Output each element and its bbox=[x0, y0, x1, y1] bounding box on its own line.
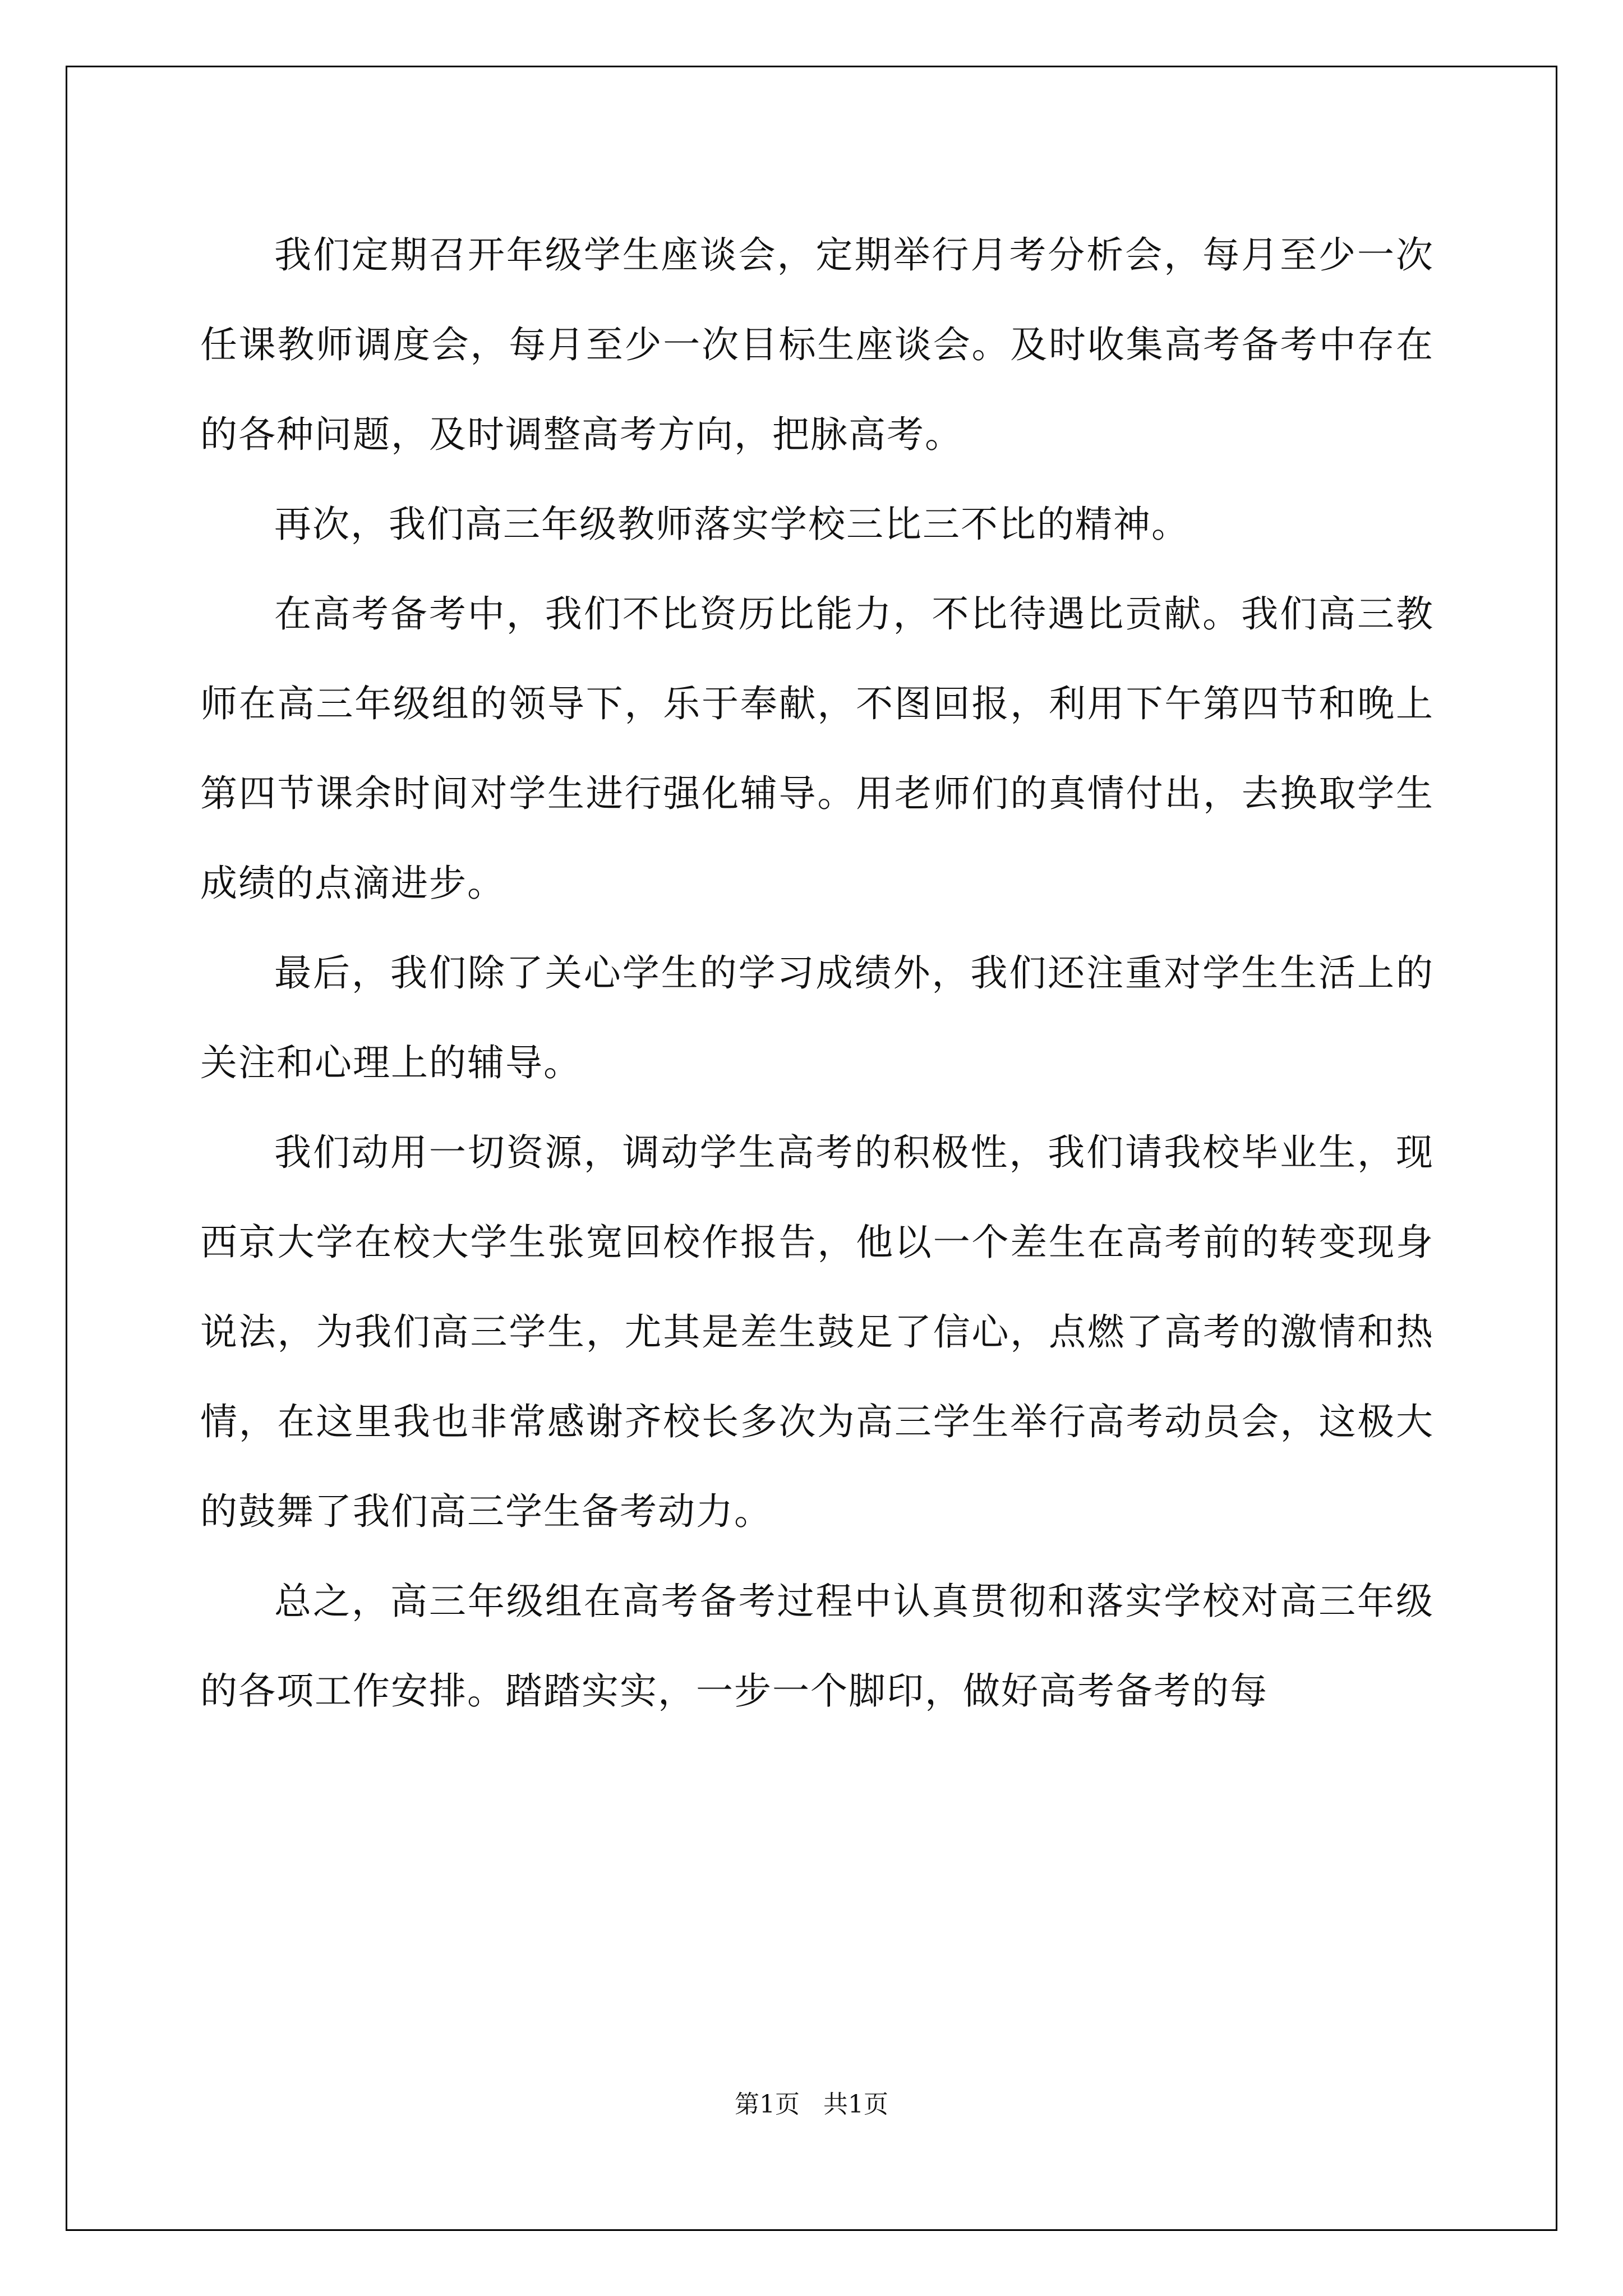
document-body bbox=[200, 210, 1434, 1736]
paragraph: 最后，我们除了关心学生的学习成绩外，我们还注重对学生生活上的关注和心理上的辅导。 bbox=[200, 951, 1434, 1084]
page-number: 第1页 bbox=[735, 2090, 800, 2119]
page-total: 共1页 bbox=[823, 2090, 888, 2119]
paragraph: 我们动用一切资源，调动学生高考的积极性，我们请我校毕业生，现西京大学在校大学生张宽回校作报告，他以一个差生在高考前的转变现身说法，为我们高三学生，尤其是差生鼓足了信心，点燃了高考的激情和热情，在这里我也非常感谢齐校长多次为高三学生举行高考动员会，这极大的鼓舞了我们高三学生备考动力。 bbox=[200, 1131, 1434, 1533]
paragraph: 在高考备考中，我们不比资历比能力，不比待遇比贡献。我们高三教师在高三年级组的领导下，乐于奉献，不图回报，利用下午第四节和晚上第四节课余时间对学生进行强化辅导。用老师们的真情付出，去换取学生成绩的点滴进步。 bbox=[200, 592, 1434, 905]
paragraph: 再次，我们高三年级教师落实学校三比三不比的精神。 bbox=[274, 503, 1189, 546]
paragraph: 我们定期召开年级学生座谈会，定期举行月考分析会，每月至少一次任课教师调度会，每月至少一次目标生座谈会。及时收集高考备考中存在的各种问题，及时调整高考方向，把脉高考。 bbox=[200, 233, 1434, 456]
paragraph: 总之，高三年级组在高考备考过程中认真贯彻和落实学校对高三年级的各项工作安排。踏踏实实，一步一个脚印，做好高考备考的每 bbox=[200, 1580, 1434, 1713]
page-footer bbox=[0, 2084, 1623, 2120]
